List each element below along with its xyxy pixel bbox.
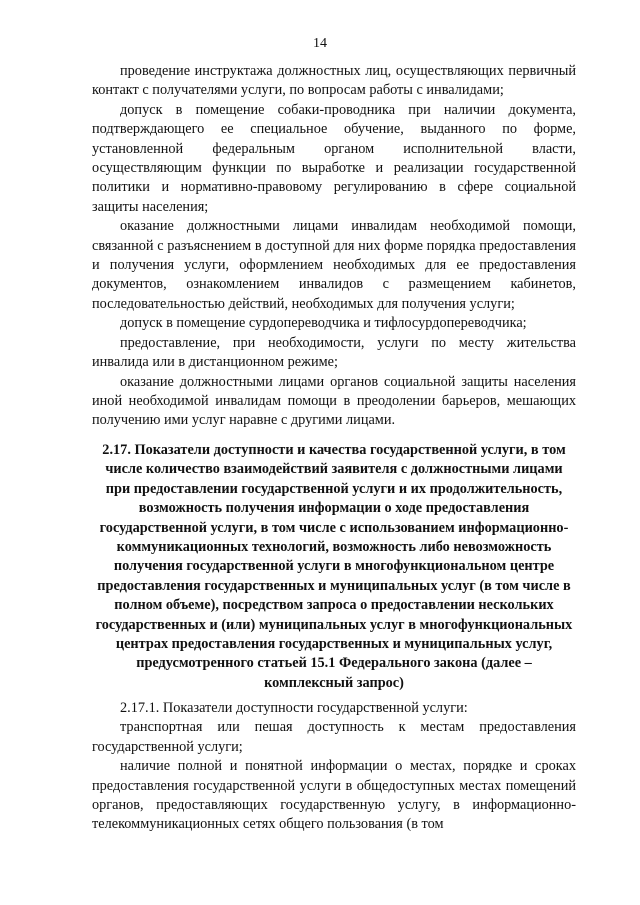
text-block-top [92,62,576,431]
paragraph: транспортная или пешая доступность к местам предоставления государственной услуги; [92,719,576,755]
paragraph: допуск в помещение сурдопереводчика и тифлосурдопереводчика; [120,315,527,332]
paragraph: проведение инструктажа должностных лиц, осуществляющих первичный контакт с получателями услуги, по вопросам работы с инвалидами; [92,63,576,99]
paragraph: наличие полной и понятной информации о местах, порядке и сроках предоставления государственной услуги в общедоступных местах помещений органов, предоставляющих государственную услугу, в информационно-телекоммуникационных сетях общего пользования (в том [92,758,576,833]
paragraph: 2.17.1. Показатели доступности государственной услуги: [120,700,468,716]
paragraph: допуск в помещение собаки-проводника при наличии документа, подтверждающего ее специальное обучение, выданного по форме, установленной федеральным органом исполнительной власти, осуществляющим функции по выработке и реализации государственной политики и нормативно-правовому регулированию в сфере социальной защиты населения; [92,101,576,215]
paragraph: предоставление, при необходимости, услуги по месту жительства инвалида или в дистанционном режиме; [92,334,576,371]
paragraph: оказание должностными лицами инвалидам необходимой помощи, связанной с разъяснением в доступной для них форме порядка предоставления и получения услуги, оформлением необходимых для ее предоставления документов, ознакомлением инвалидов с размещением кабинетов, последовательностью действий, необходимых для получения услуги; [92,218,576,312]
section-heading: 2.17. Показатели доступности и качества государственной услуги, в том числе количество взаимодействий заявителя с должностными лицами при предоставлении государственной услуги и их продолжительность, возможность получения информации о ходе предоставления государственной услуги, в том числе с использованием информационно-коммуникационных технологий, возможность либо невозможность получения государственной услуги в многофункциональном центре предоставления государственных и муниципальных услуг (в том числе в полном объеме), посредством запроса о предоставлении нескольких государственных и (или) муниципальных услуг в многофункциональных центрах предоставления государственных и муниципальных услуг, предусмотренного статьей 15.1 Федерального закона (далее – комплексный запрос) [95,442,573,691]
text-block-bottom [92,699,576,835]
paragraph: оказание должностными лицами органов социальной защиты населения иной необходимой инвалидам помощи в преодолении барьеров, мешающих получению ими услуг наравне с другими лицами. [92,373,576,429]
page-number: 14 [313,36,327,51]
